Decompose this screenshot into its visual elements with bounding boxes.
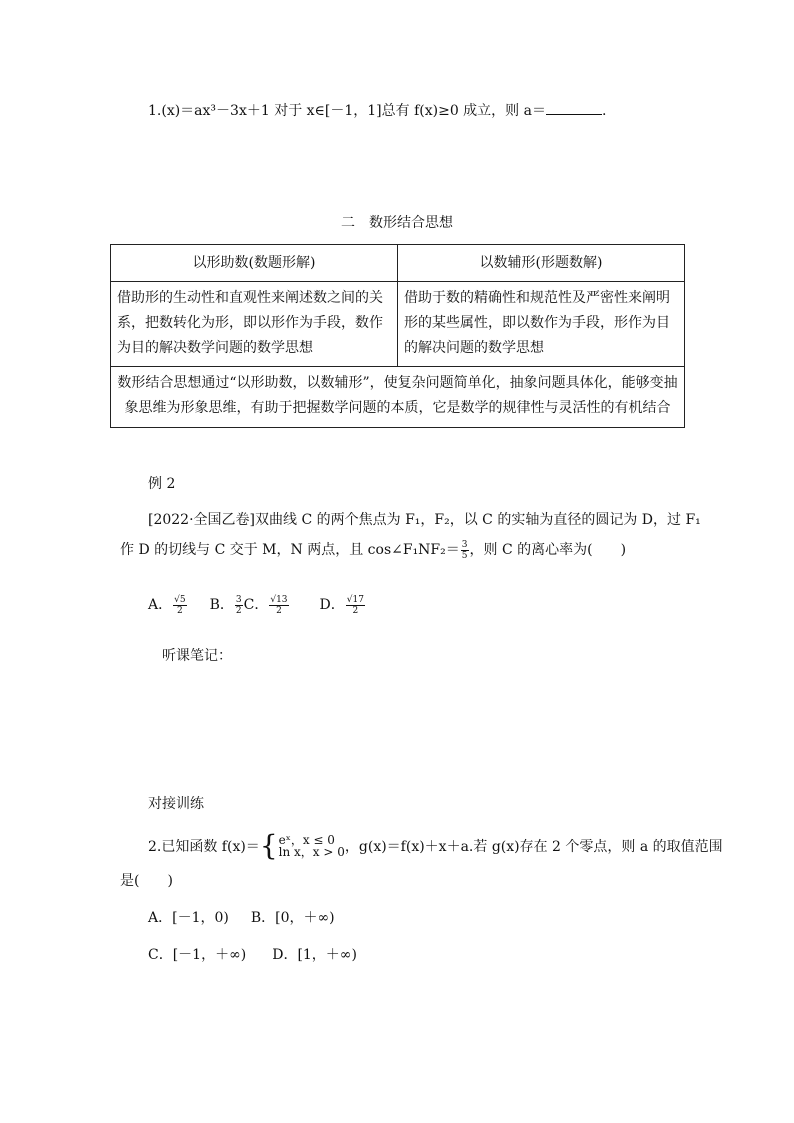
q2-option-c[interactable]: C．[－1，＋∞)	[148, 947, 247, 963]
example-2-line-2	[120, 539, 626, 561]
piecewise-case-2: ln x，x > 0	[278, 845, 345, 859]
option-d-label: D．	[319, 597, 345, 613]
option-c-numerator: √13	[270, 594, 288, 605]
table-cell-col1: 借助形的生动性和直观性来阐述数之间的关系，把数转化为形，即以形作为手段，数作为目的解决数学问题的数学思想	[111, 282, 398, 367]
cos-fraction-numerator: 3	[461, 539, 468, 550]
option-a-fraction	[173, 595, 186, 616]
option-c-denominator: 2	[276, 605, 282, 616]
option-a-numerator: √5	[174, 594, 186, 605]
table-cell-col2: 借助于数的精确性和规范性及严密性来阐明形的某些属性，即以数作为手段，形作为目的解决问题的数学思想	[398, 282, 685, 367]
question-2-line-1	[148, 829, 723, 862]
q2-option-d[interactable]: D．[1，＋∞)	[272, 947, 357, 963]
option-d[interactable]	[319, 594, 366, 616]
option-b-label: B．	[209, 597, 234, 613]
question-1-number: 1.	[148, 103, 162, 119]
example-2-line-1: [2022·全国乙卷]双曲线 C 的两个焦点为 F₁，F₂，以 C 的实轴为直径的圆记为 D，过 F₁	[148, 512, 701, 528]
example-2-options	[148, 594, 366, 616]
q2-option-a[interactable]: A．[－1，0)	[148, 910, 229, 926]
option-b-fraction	[235, 595, 243, 616]
left-brace-icon: {	[259, 829, 278, 862]
option-a-denominator: 2	[176, 605, 183, 616]
table-header-col2: 以数辅形(形题数解)	[398, 245, 685, 282]
piecewise-case-1: eˣ，x ≤ 0	[278, 833, 335, 847]
option-c-fraction	[269, 595, 288, 616]
question-2-lead: 2.已知函数 f(x)＝	[148, 839, 260, 855]
question-2-options-row-2	[148, 944, 357, 964]
section-title: 二 数形结合思想	[341, 215, 453, 231]
option-d-denominator: 2	[352, 605, 359, 616]
option-c-label: C．	[243, 597, 269, 613]
cos-fraction-denominator: 5	[461, 550, 468, 561]
question-2-line-2: 是( )	[120, 873, 173, 889]
answer-blank[interactable]	[546, 101, 602, 115]
q2-option-b[interactable]: B．[0，＋∞)	[250, 910, 335, 926]
question-2-rest: ，g(x)＝f(x)＋x＋a.若 g(x)存在 2 个零点，则 a 的取值范围	[344, 839, 723, 855]
example-2-line-2-before: 作 D 的切线与 C 交于 M，N 两点，且 cos∠F₁NF₂＝	[120, 542, 460, 558]
cos-fraction	[461, 540, 469, 561]
option-b-numerator: 3	[235, 594, 242, 605]
training-title: 对接训练	[148, 796, 204, 812]
table-summary: 数形结合思想通过“以形助数，以数辅形”，使复杂问题简单化，抽象问题具体化，能够变抽象思维为形象思维，有助于把握数学问题的本质，它是数学的规律性与灵活性的有机结合	[111, 367, 685, 428]
table-header-col1: 以形助数(数题形解)	[111, 245, 398, 282]
piecewise-function	[259, 829, 345, 862]
option-b[interactable]	[209, 594, 244, 616]
question-2-options-row-1	[148, 907, 335, 927]
option-a[interactable]	[148, 594, 188, 616]
question-1	[148, 100, 606, 120]
option-c[interactable]	[243, 594, 290, 616]
example-2-line-2-after: ，则 C 的离心率为( )	[469, 542, 627, 558]
question-1-text: (x)＝ax³－3x＋1 对于 x∈[－1，1]总有 f(x)≥0 成立，则 a＝	[161, 103, 546, 119]
comparison-table	[110, 244, 685, 428]
example-2-label: 例 2	[148, 476, 176, 492]
option-a-label: A．	[148, 597, 173, 613]
question-1-end: .	[601, 103, 607, 119]
option-d-fraction	[346, 595, 365, 616]
option-b-denominator: 2	[235, 605, 242, 616]
option-d-numerator: √17	[346, 594, 364, 605]
piecewise-cases	[279, 834, 345, 858]
lecture-notes-label: 听课笔记：	[162, 648, 232, 664]
